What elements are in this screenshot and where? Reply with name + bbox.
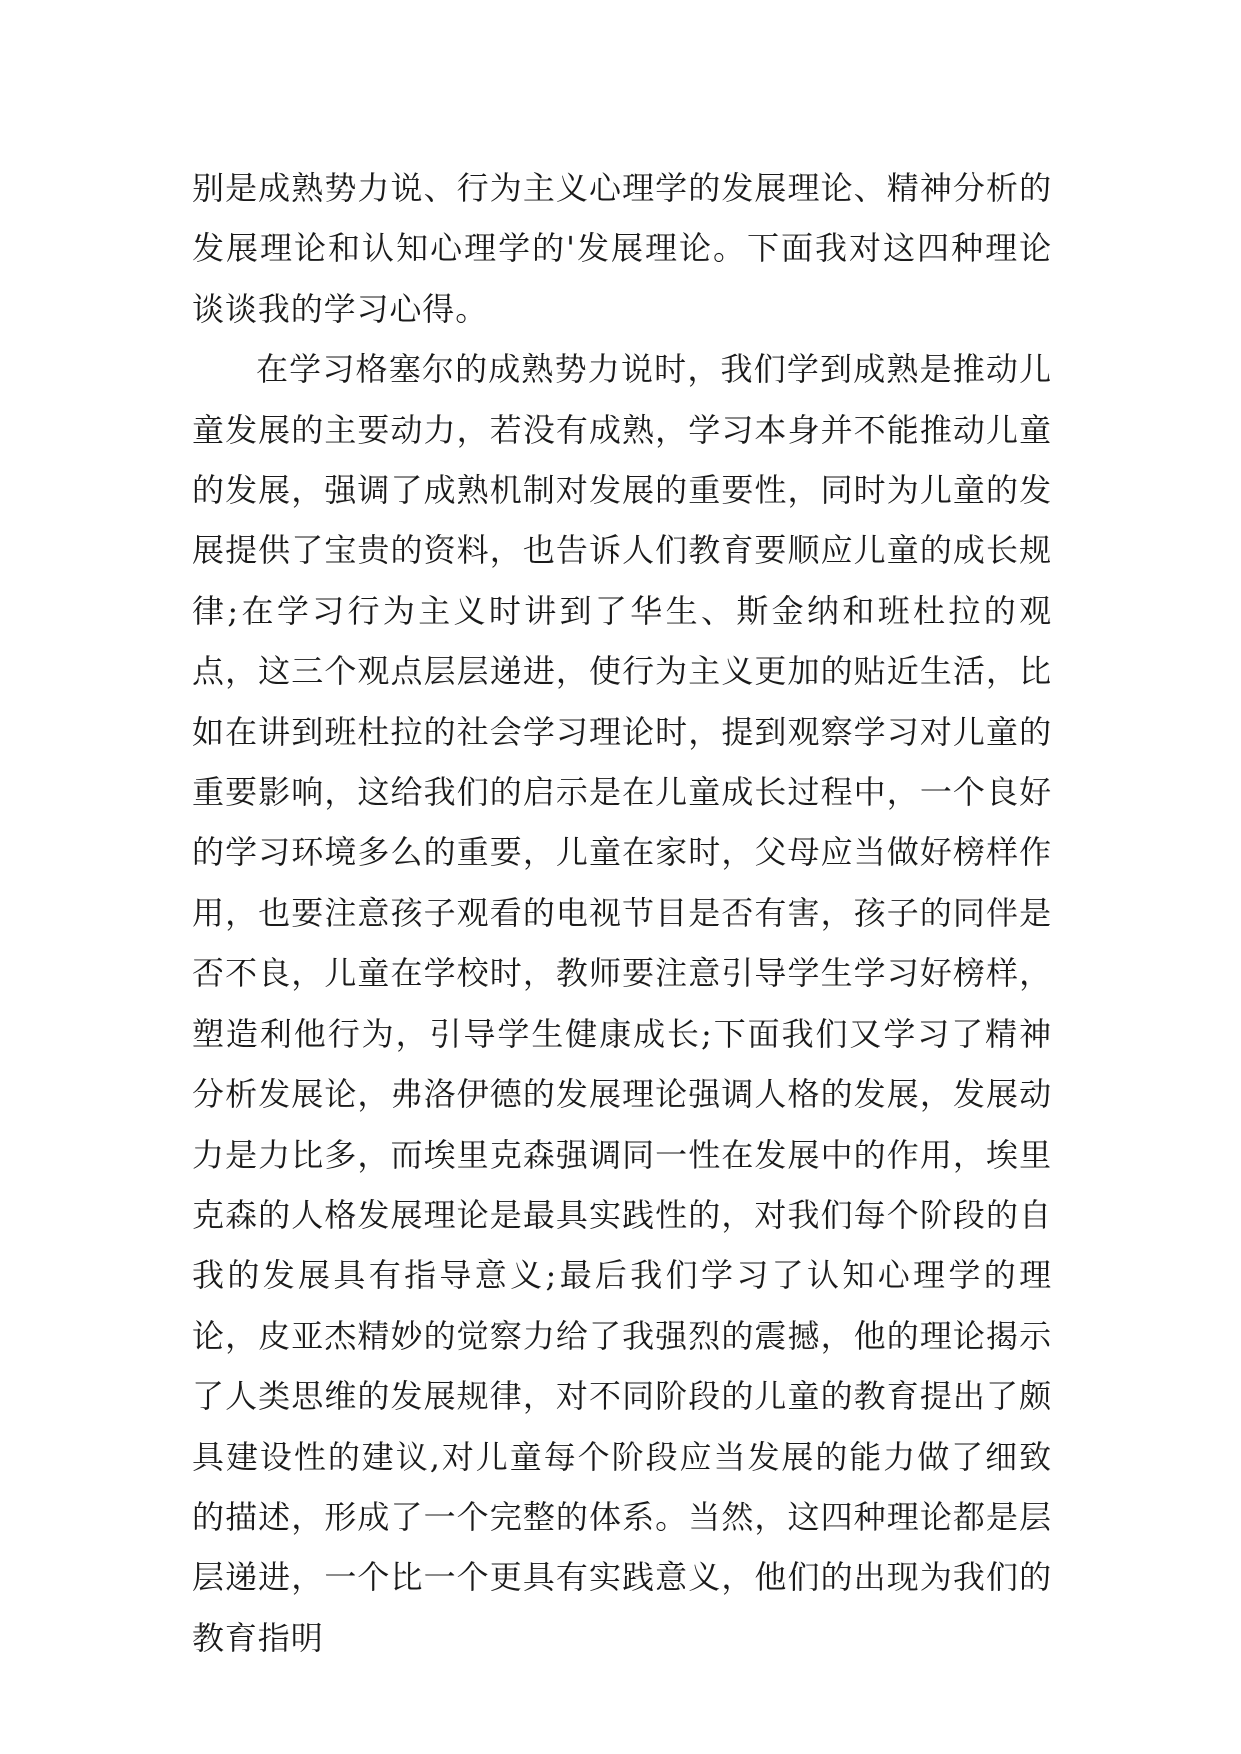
body-text — [192, 158, 1052, 1668]
paragraph-learning-notes: 在学习格塞尔的成熟势力说时，我们学到成熟是推动儿童发展的主要动力，若没有成熟，学习本身并不能推动儿童的发展，强调了成熟机制对发展的重要性，同时为儿童的发展提供了宝贵的资料，也告诉人们教育要顺应儿童的成长规律;在学习行为主义时讲到了华生、斯金纳和班杜拉的观点，这三个观点层层递进，使行为主义更加的贴近生活，比如在讲到班杜拉的社会学习理论时，提到观察学习对儿童的重要影响，这给我们的启示是在儿童成长过程中，一个良好的学习环境多么的重要，儿童在家时，父母应当做好榜样作用，也要注意孩子观看的电视节目是否有害，孩子的同伴是否不良，儿童在学校时，教师要注意引导学生学习好榜样，塑造利他行为，引导学生健康成长;下面我们又学习了精神分析发展论，弗洛伊德的发展理论强调人格的发展，发展动力是力比多，而埃里克森强调同一性在发展中的作用，埃里克森的人格发展理论是最具实践性的，对我们每个阶段的自我的发展具有指导意义;最后我们学习了认知心理学的理论，皮亚杰精妙的觉察力给了我强烈的震撼，他的理论揭示了人类思维的发展规律，对不同阶段的儿童的教育提出了颇具建设性的建议,对儿童每个阶段应当发展的能力做了细致的描述，形成了一个完整的体系。当然，这四种理论都是层层递进，一个比一个更具有实践意义，他们的出现为我们的教育指明 — [192, 350, 1052, 1657]
paragraph-continuation: 别是成熟势力说、行为主义心理学的发展理论、精神分析的发展理论和认知心理学的'发展理论。下面我对这四种理论谈谈我的学习心得。 — [192, 169, 1052, 328]
